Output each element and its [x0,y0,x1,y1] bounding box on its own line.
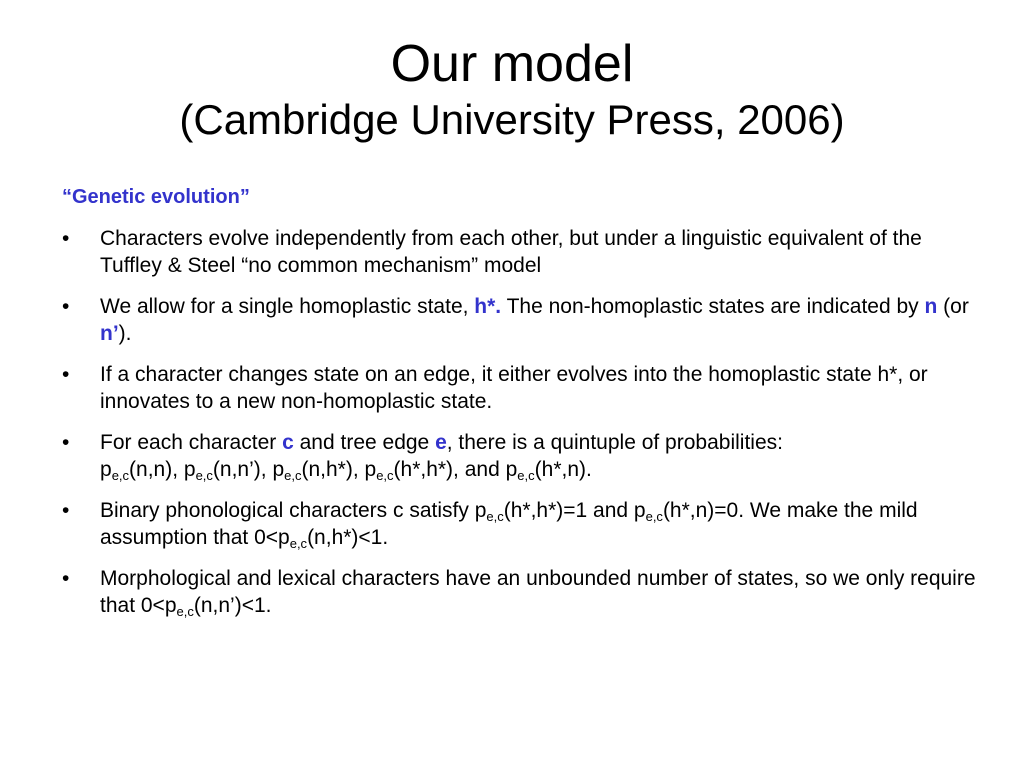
prob-subscript: e,c [517,468,535,483]
bullet-text: We allow for a single homoplastic state, [100,295,475,318]
prob-subscript: e,c [376,468,394,483]
prob-symbol: p [364,458,377,481]
prob-symbol: p [164,594,177,617]
bullet-text: (n,n’)<1. [193,594,272,617]
prob-symbol: p [100,458,112,481]
highlight-n-prime: n’ [100,322,119,345]
bullet-text: (or [937,295,969,318]
prob-subscript: e,c [176,604,194,619]
slide-body [62,183,982,633]
prob-subscript: e,c [284,468,302,483]
prob-subscript: e,c [289,536,308,551]
bullet-marker: • [62,567,70,590]
prob-symbol: p [272,458,285,481]
prob-symbol: p [183,458,196,481]
bullet-text: The non-homoplastic states are indicated by [501,295,925,318]
bullet-text: (h*,n)=0. We make the mild assumption that 0< [100,499,918,549]
bullet-marker: • [62,227,70,250]
bullet-text: Morphological and lexical characters have an unbounded number of states, so we only require that 0< [100,567,976,617]
prob-args: (n,n), [129,458,184,481]
bullet-text: (h*,h*)=1 and [503,499,634,522]
bullet-item-6 [62,565,982,619]
bullet-item-2 [62,293,982,347]
prob-subscript: e,c [645,509,663,524]
bullet-marker: • [62,363,70,386]
prob-args: (n,n’), [212,458,273,481]
title-subtitle: (Cambridge University Press, 2006) [179,96,845,143]
prob-symbol: p [474,499,487,522]
highlight-n: n [924,295,938,318]
slide-title [0,34,1024,146]
section-heading-text: Genetic evolution [72,186,240,208]
highlight-h-star: h*. [474,295,502,318]
bullet-marker: • [62,295,70,318]
bullet-text: ). [118,322,132,345]
section-heading [62,183,982,211]
prob-symbol: p [278,526,290,549]
bullet-text: (n,h*)<1. [307,526,389,549]
bullet-text: For each character [100,431,283,454]
bullet-item-5 [62,497,982,551]
open-quote: “ [62,186,72,208]
prob-subscript: e,c [195,468,213,483]
prob-args: (h*,h*), and [393,458,506,481]
bullet-item-1 [62,225,982,279]
bullet-text: If a character changes state on an edge, it either evolves into the homoplastic state h*, or innovates to a new non-homoplastic state. [100,363,928,413]
bullet-text: and tree edge [293,431,436,454]
bullet-marker: • [62,499,70,522]
bullet-text: Binary phonological characters c satisfy [100,499,475,522]
bullet-list [62,225,982,619]
highlight-c: c [282,431,294,454]
prob-subscript: e,c [111,468,130,483]
prob-args: (h*,n). [534,458,592,481]
bullet-text: Characters evolve independently from each other, but under a linguistic equivalent of the Tuffley & Steel “no common mechanism” model [100,227,922,277]
bullet-marker: • [62,431,70,454]
bullet-item-4 [62,429,982,483]
prob-symbol: p [633,499,646,522]
prob-args: (n,h*), [301,458,365,481]
prob-subscript: e,c [486,509,504,524]
close-quote: ” [239,186,250,208]
bullet-text: , there is a quintuple of probabilities: [446,431,783,454]
bullet-item-3 [62,361,982,415]
title-main: Our model [390,35,634,93]
prob-symbol: p [505,458,518,481]
highlight-e: e [435,431,447,454]
